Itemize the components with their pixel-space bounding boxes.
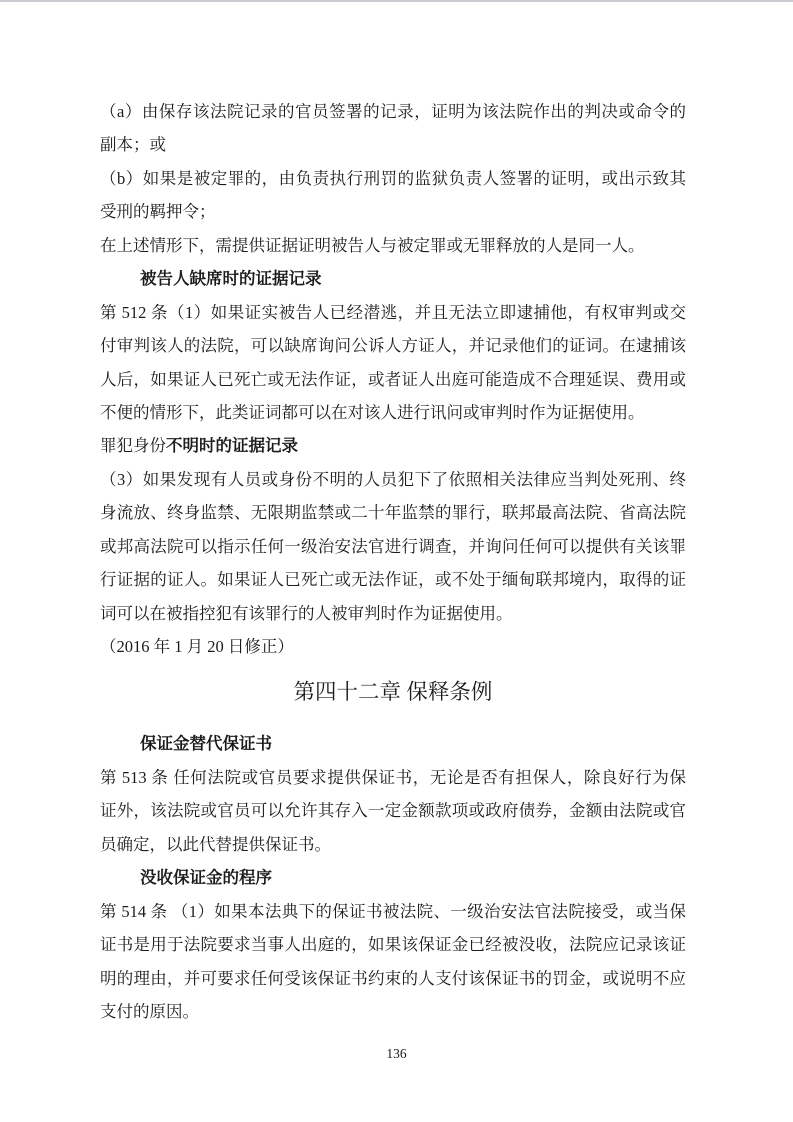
heading-absent-accused [100, 262, 686, 295]
identity-proof-note [100, 229, 686, 262]
text-line: （3）如果发现有人员或身份不明的人员犯下了依照相关法律应当判处死刑、终 [100, 469, 686, 489]
text-line: 第 512 条（1）如果证实被告人已经潜逃，并且无法立即逮捕他，有权审判或交 [100, 302, 686, 322]
heading-deposit-in-lieu [100, 727, 686, 760]
text-column [100, 95, 686, 1028]
text-line: 支付的原因。 [100, 1001, 199, 1021]
text-line: 不便的情形下，此类证词都可以在对该人进行讯问或审判时作为证据使用。 [100, 402, 645, 422]
text-line: 第四十二章 保释条例 [293, 680, 493, 705]
heading-unknown-offender [100, 429, 686, 462]
text-line: 或邦高法院可以指示任何一级治安法官进行调查，并询问任何可以提供有关该罪 [100, 536, 686, 556]
text-line: （a）由保存该法院记录的官员签署的记录，证明为该法院作出的判决或命令的 [100, 102, 686, 121]
text-line: 付审判该人的法院，可以缺席询问公诉人方证人，并记录他们的证词。在逮捕该 [100, 336, 686, 356]
page-number: 136 [386, 1046, 407, 1061]
text-line: 第 513 条 任何法院或官员要求提供保证书，无论是否有担保人，除良好行为保 [100, 767, 686, 787]
section-512-paragraph [100, 296, 686, 430]
section-513-paragraph [100, 761, 686, 861]
heading-prefix-text: 罪犯身份 [100, 436, 166, 456]
text-line: 身流放、终身监禁、无限期监禁或二十年监禁的罪行，联邦最高法院、省高法院 [100, 503, 686, 523]
clause-a-paragraph [100, 95, 686, 162]
text-line: 第 514 条 （1）如果本法典下的保证书被法院、一级治安法官法院接受，或当保 [100, 901, 686, 921]
page-top-edge-line [0, 0, 793, 2]
heading-forfeiture-procedure [100, 861, 686, 894]
text-line: 没收保证金的程序 [140, 868, 272, 888]
text-line: 副本；或 [100, 135, 166, 155]
amendment-note [100, 630, 686, 663]
page-footer [0, 1046, 793, 1062]
text-line: 词可以在被指控犯有该罪行的人被审判时作为证据使用。 [100, 603, 513, 623]
text-line [100, 429, 686, 462]
text-line: （b）如果是被定罪的，由负责执行刑罚的监狱负责人签署的证明，或出示致其 [100, 168, 686, 188]
text-line: 受刑的羁押令； [100, 202, 216, 222]
text-line: 证书是用于法院要求当事人出庭的，如果该保证金已经被没收，法院应记录该证 [100, 935, 686, 955]
text-line: 保证金替代保证书 [140, 734, 272, 754]
chapter-42-heading [100, 669, 686, 715]
clause-b-paragraph [100, 162, 686, 229]
text-line: 明的理由，并可要求任何受该保证书约束的人支付该保证书的罚金，或说明不应 [100, 968, 686, 988]
text-line: 员确定，以此代替提供保证书。 [100, 834, 331, 854]
text-line: 行证据的证人。如果证人已死亡或无法作证，或不处于缅甸联邦境内，取得的证 [100, 570, 686, 590]
section-3-paragraph [100, 463, 686, 630]
text-line: 被告人缺席时的证据记录 [140, 269, 322, 289]
text-line: 证外，该法院或官员可以允许其存入一定金额款项或政府债券，金额由法院或官 [100, 801, 686, 821]
text-line: （2016 年 1 月 20 日修正） [100, 637, 294, 656]
text-line: 人后，如果证人已死亡或无法作证，或者证人出庭可能造成不合理延误、费用或 [100, 369, 686, 389]
text-line: 在上述情形下，需提供证据证明被告人与被定罪或无罪释放的人是同一人。 [100, 235, 645, 255]
heading-bold-text: 不明时的证据记录 [166, 436, 298, 456]
section-514-paragraph [100, 895, 686, 1029]
